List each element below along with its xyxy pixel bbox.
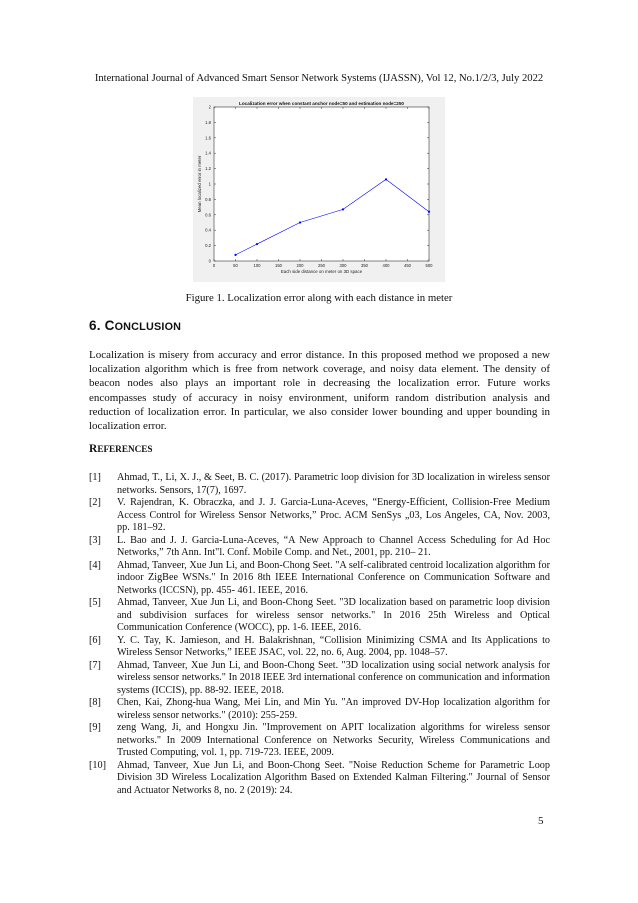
reference-item bbox=[89, 635, 550, 660]
chart-title: Localization error when constant anchor node=50 and estimation node=250 bbox=[239, 101, 404, 106]
x-tick-label: 200 bbox=[296, 263, 304, 268]
reference-item bbox=[89, 560, 550, 598]
page-number: 5 bbox=[538, 815, 544, 827]
reference-list bbox=[89, 472, 550, 797]
plot-area bbox=[214, 107, 429, 261]
x-tick-label: 50 bbox=[233, 263, 238, 268]
reference-item bbox=[89, 760, 550, 798]
conclusion-paragraph: Localization is misery from accuracy and error distance. In this proposed method we proposed a new localization algorithm which is free from network coverage, and noisy data element. The density of beacon nodes also plays an important role in decreasing the localization error. Future works encompasses study of accuracy in noisy environment, uniform random distribution analysis and reduction of localization error. In particular, we also consider lower bounding and upper bounding in localization error. bbox=[89, 349, 550, 433]
y-tick-label: 0.6 bbox=[205, 212, 211, 218]
data-point bbox=[299, 221, 301, 223]
data-point bbox=[385, 178, 387, 180]
reference-text: Ahmad, Tanveer, Xue Jun Li, and Boon-Chong Seet. "Noise Reduction Scheme for Parametric Loop Division 3D Wireless Localization Algorithm Based on Extended Kalman Filtering." Journal of Sensor and Actuator Networks 8, no. 2 (2019): 24. bbox=[117, 759, 550, 796]
x-tick-label: 150 bbox=[275, 263, 282, 268]
x-tick-label: 250 bbox=[318, 263, 325, 268]
reference-text: zeng Wang, Ji, and Hongxu Jin. "Improvement on APIT localization algorithms for wireless sensor networks." In 2009 International Conference on Networks Security, Wireless Communications and Trusted Computing, vol. 1, pp. 719-723. IEEE, 2009. bbox=[117, 722, 550, 758]
figure-1 bbox=[193, 97, 445, 282]
y-axis-label: Mean localized error in meter bbox=[197, 155, 202, 213]
y-tick-label: 0.2 bbox=[205, 243, 211, 249]
x-tick-label: 400 bbox=[382, 263, 390, 268]
reference-item bbox=[89, 722, 550, 760]
y-tick-label: 1.6 bbox=[205, 135, 211, 141]
references-title-rest: EFERENCES bbox=[97, 444, 153, 454]
y-tick-label: 1.8 bbox=[205, 119, 211, 125]
reference-item bbox=[89, 660, 550, 698]
x-tick-label: 450 bbox=[404, 263, 411, 268]
data-point bbox=[342, 208, 344, 210]
references-heading bbox=[89, 443, 152, 455]
reference-number: [9] bbox=[89, 722, 101, 733]
reference-text: L. Bao and J. J. Garcia-Luna-Aceves, “A New Approach to Channel Access Scheduling for Ad Hoc Networks,” 7th Ann. Int"l. Conf. Mobile Comp. and Net., 2001, pp. 210– 21. bbox=[117, 534, 550, 558]
x-tick-label: 350 bbox=[361, 263, 368, 268]
reference-item bbox=[89, 472, 550, 497]
y-tick-label: 2 bbox=[208, 104, 211, 110]
data-point bbox=[234, 254, 236, 256]
reference-item bbox=[89, 697, 550, 722]
reference-text: Ahmad, Tanveer, Xue Jun Li, and Boon-Chong Seet. "3D localization using social network analysis for wireless sensor networks." In 2018 IEEE 3rd international conference on communication and information systems (ICCIS), pp. 88-92. IEEE, 2018. bbox=[117, 659, 550, 696]
section-number: 6. bbox=[89, 318, 101, 333]
reference-number: [6] bbox=[89, 634, 101, 646]
reference-number: [3] bbox=[89, 534, 101, 546]
reference-text: Y. C. Tay, K. Jamieson, and H. Balakrishnan, “Collision Minimizing CSMA and Its Applications to Wireless Sensor Networks,” IEEE JSAC, vol. 22, no. 6, Aug. 2004, pp. 1048–57. bbox=[117, 634, 550, 658]
running-header: International Journal of Advanced Smart Sensor Network Systems (IJASSN), Vol 12, No.1/2/3, July 2022 bbox=[94, 73, 544, 84]
reference-number: [5] bbox=[89, 597, 101, 608]
reference-text: Chen, Kai, Zhong-hua Wang, Mei Lin, and Min Yu. "An improved DV-Hop localization algorithm for wireless sensor networks." (2010): 255-259. bbox=[117, 697, 550, 721]
y-tick-label: 0.4 bbox=[205, 227, 211, 233]
x-tick-label: 300 bbox=[339, 263, 347, 268]
data-point bbox=[256, 243, 258, 245]
localization-error-chart bbox=[193, 97, 445, 282]
reference-number: [7] bbox=[89, 659, 101, 671]
data-point bbox=[428, 211, 430, 213]
x-tick-label: 100 bbox=[253, 263, 261, 268]
reference-item bbox=[89, 535, 550, 560]
reference-text: Ahmad, T., Li, X. J., & Seet, B. C. (2017). Parametric loop division for 3D localization in wireless sensor networks. Sensors, 17(7), 1697. bbox=[117, 472, 550, 496]
section-title-initial: C bbox=[104, 318, 115, 333]
y-tick-label: 1.4 bbox=[205, 150, 211, 156]
reference-number: [10] bbox=[89, 759, 106, 771]
references-title-initial: R bbox=[89, 443, 98, 455]
section-title-rest: ONCLUSION bbox=[114, 321, 182, 333]
reference-number: [1] bbox=[89, 472, 101, 483]
y-tick-label: 1 bbox=[208, 181, 211, 187]
reference-text: V. Rajendran, K. Obraczka, and J. J. Garcia-Luna-Aceves, “Energy-Efficient, Collision-Free Medium Access Control for Wireless Sensor Networks,” Proc. ACM SenSys „03, Los Angeles, CA, Nov. 2003, pp. 181–92. bbox=[117, 497, 550, 533]
x-tick-label: 500 bbox=[425, 263, 433, 268]
y-tick-label: 0 bbox=[208, 258, 211, 264]
reference-text: Ahmad, Tanveer, Xue Jun Li, and Boon-Chong Seet. "3D localization based on parametric loop division and subdivision surfaces for wireless sensor networks." In 2016 25th Wireless and Optical Communication Conference (WOCC), pp. 1-6. IEEE, 2016. bbox=[117, 597, 550, 633]
reference-item bbox=[89, 597, 550, 635]
reference-text: Ahmad, Tanveer, Xue Jun Li, and Boon-Chong Seet. "A self-calibrated centroid localization algorithm for indoor ZigBee WSNs." In 2016 8th IEEE International Conference on Communication Software and Networks (ICCSN), pp. 455- 461. IEEE, 2016. bbox=[117, 559, 550, 596]
reference-item bbox=[89, 497, 550, 535]
section-heading bbox=[89, 318, 181, 333]
y-tick-label: 0.8 bbox=[205, 196, 211, 202]
x-tick-label: 0 bbox=[212, 263, 216, 268]
x-axis-label: Each side distance on meter on 3D space bbox=[280, 269, 363, 274]
y-tick-label: 1.2 bbox=[205, 166, 211, 172]
reference-number: [4] bbox=[89, 559, 101, 571]
reference-number: [2] bbox=[89, 497, 101, 508]
reference-number: [8] bbox=[89, 697, 101, 708]
figure-caption: Figure 1. Localization error along with each distance in meter bbox=[185, 292, 453, 304]
